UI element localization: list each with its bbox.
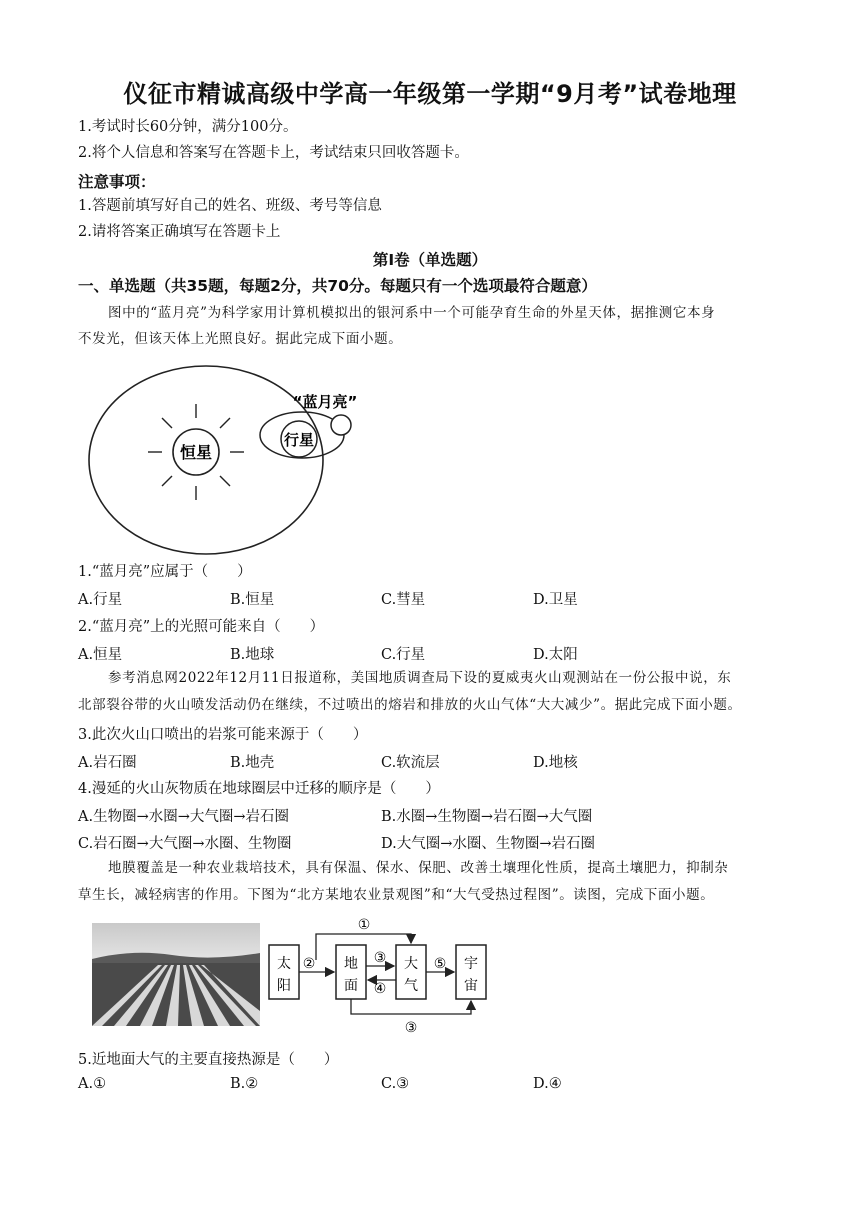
moon-label: “蓝月亮” [292,393,358,411]
instruction-2: 2.将个人信息和答案写在答题卡上，考试结束只回收答题卡。 [78,145,469,161]
q2-option-c: C.行星 [381,647,426,663]
passage3-line1: 地膜覆盖是一种农业栽培技术，具有保温、保水、保肥、改善土壤理化性质，提高土壤肥力，抑制杂 [108,860,729,876]
q5-option-c: C.③ [381,1076,410,1092]
label-1: ① [357,917,371,933]
moon-circle [331,415,351,435]
q1-option-a: A.行星 [78,592,123,608]
label-3: ③ [373,950,387,966]
label-3-bottom: ③ [404,1020,418,1036]
sun-label-2: 阳 [277,978,291,994]
label-2: ② [302,956,316,972]
q3-option-c: C.软流层 [381,755,440,771]
q5-option-a: A.① [78,1076,107,1092]
q1-option-d: D.卫星 [533,592,578,608]
arrow-3-bottom [351,999,471,1014]
q4-option-d: D.大气圈→水圈、生物圈→岩石圈 [381,836,596,852]
q1-option-b: B.恒星 [230,592,275,608]
notice-2: 2.请将答案正确填写在答题卡上 [78,224,281,240]
space-label-2: 宙 [464,978,478,994]
farmland-photo [92,923,260,1026]
q1-stem: 1.“蓝月亮”应属于（ ） [78,564,252,580]
q3-stem: 3.此次火山口喷出的岩浆可能来源于（ ） [78,727,368,743]
q3-option-b: B.地壳 [230,755,275,771]
passage3-line2: 草生长，减轻病害的作用。下图为“北方某地农业景观图”和“大气受热过程图”。读图，完成下面小题。 [78,887,715,903]
star-label: 恒星 [179,443,213,462]
label-5: ⑤ [433,956,447,972]
passage2-line2: 北部裂谷带的火山喷发活动仍在继续，不过喷出的熔岩和排放的火山气体“大大减少”。据此完成下面小题。 [78,697,742,713]
label-4: ④ [373,981,387,997]
q5-stem: 5.近地面大气的主要直接热源是（ ） [78,1052,339,1068]
orbit-diagram [80,360,400,560]
atmosphere-label-2: 气 [404,978,418,994]
heating-process-diagram [264,910,504,1036]
q3-option-d: D.地核 [533,755,578,771]
planet-label: 行星 [283,431,315,449]
notice-1: 1.答题前填写好自己的姓名、班级、考号等信息 [78,198,382,214]
page-title: 仪征市精诚高级中学高一年级第一学期“9月考”试卷地理 [123,80,737,108]
part-heading: 一、单选题（共35题，每题2分，共70分。每题只有一个选项最符合题意） [78,277,597,295]
ground-label-2: 面 [344,978,358,994]
instruction-1: 1.考试时长60分钟，满分100分。 [78,119,298,135]
q1-option-c: C.彗星 [381,592,426,608]
section-title: 第Ⅰ卷（单选题） [372,251,488,269]
passage1-line1: 图中的“蓝月亮”为科学家用计算机模拟出的银河系中一个可能孕育生命的外星天体，据推测它本身 [108,305,716,321]
q2-option-a: A.恒星 [78,647,123,663]
notice-heading: 注意事项： [78,173,156,191]
q4-option-c: C.岩石圈→大气圈→水圈、生物圈 [78,836,292,852]
space-label-1: 宇 [464,956,478,972]
q2-option-d: D.太阳 [533,647,578,663]
passage1-line2: 不发光，但该天体上光照良好。据此完成下面小题。 [78,331,403,347]
q4-option-b: B.水圈→生物圈→岩石圈→大气圈 [381,809,593,825]
q5-option-b: B.② [230,1076,259,1092]
atmosphere-label-1: 大 [404,956,418,972]
q3-option-a: A.岩石圈 [78,755,137,771]
q2-option-b: B.地球 [230,647,275,663]
q2-stem: 2.“蓝月亮”上的光照可能来自（ ） [78,619,325,635]
q4-option-a: A.生物圈→水圈→大气圈→岩石圈 [78,809,290,825]
passage2-line1: 参考消息网2022年12月11日报道称，美国地质调查局下设的夏威夷火山观测站在一份公报中说，东 [108,670,732,686]
sun-label-1: 太 [277,956,291,972]
q5-option-d: D.④ [533,1076,562,1092]
q4-stem: 4.漫延的火山灰物质在地球圈层中迁移的顺序是（ ） [78,781,440,797]
ground-label-1: 地 [344,956,358,972]
